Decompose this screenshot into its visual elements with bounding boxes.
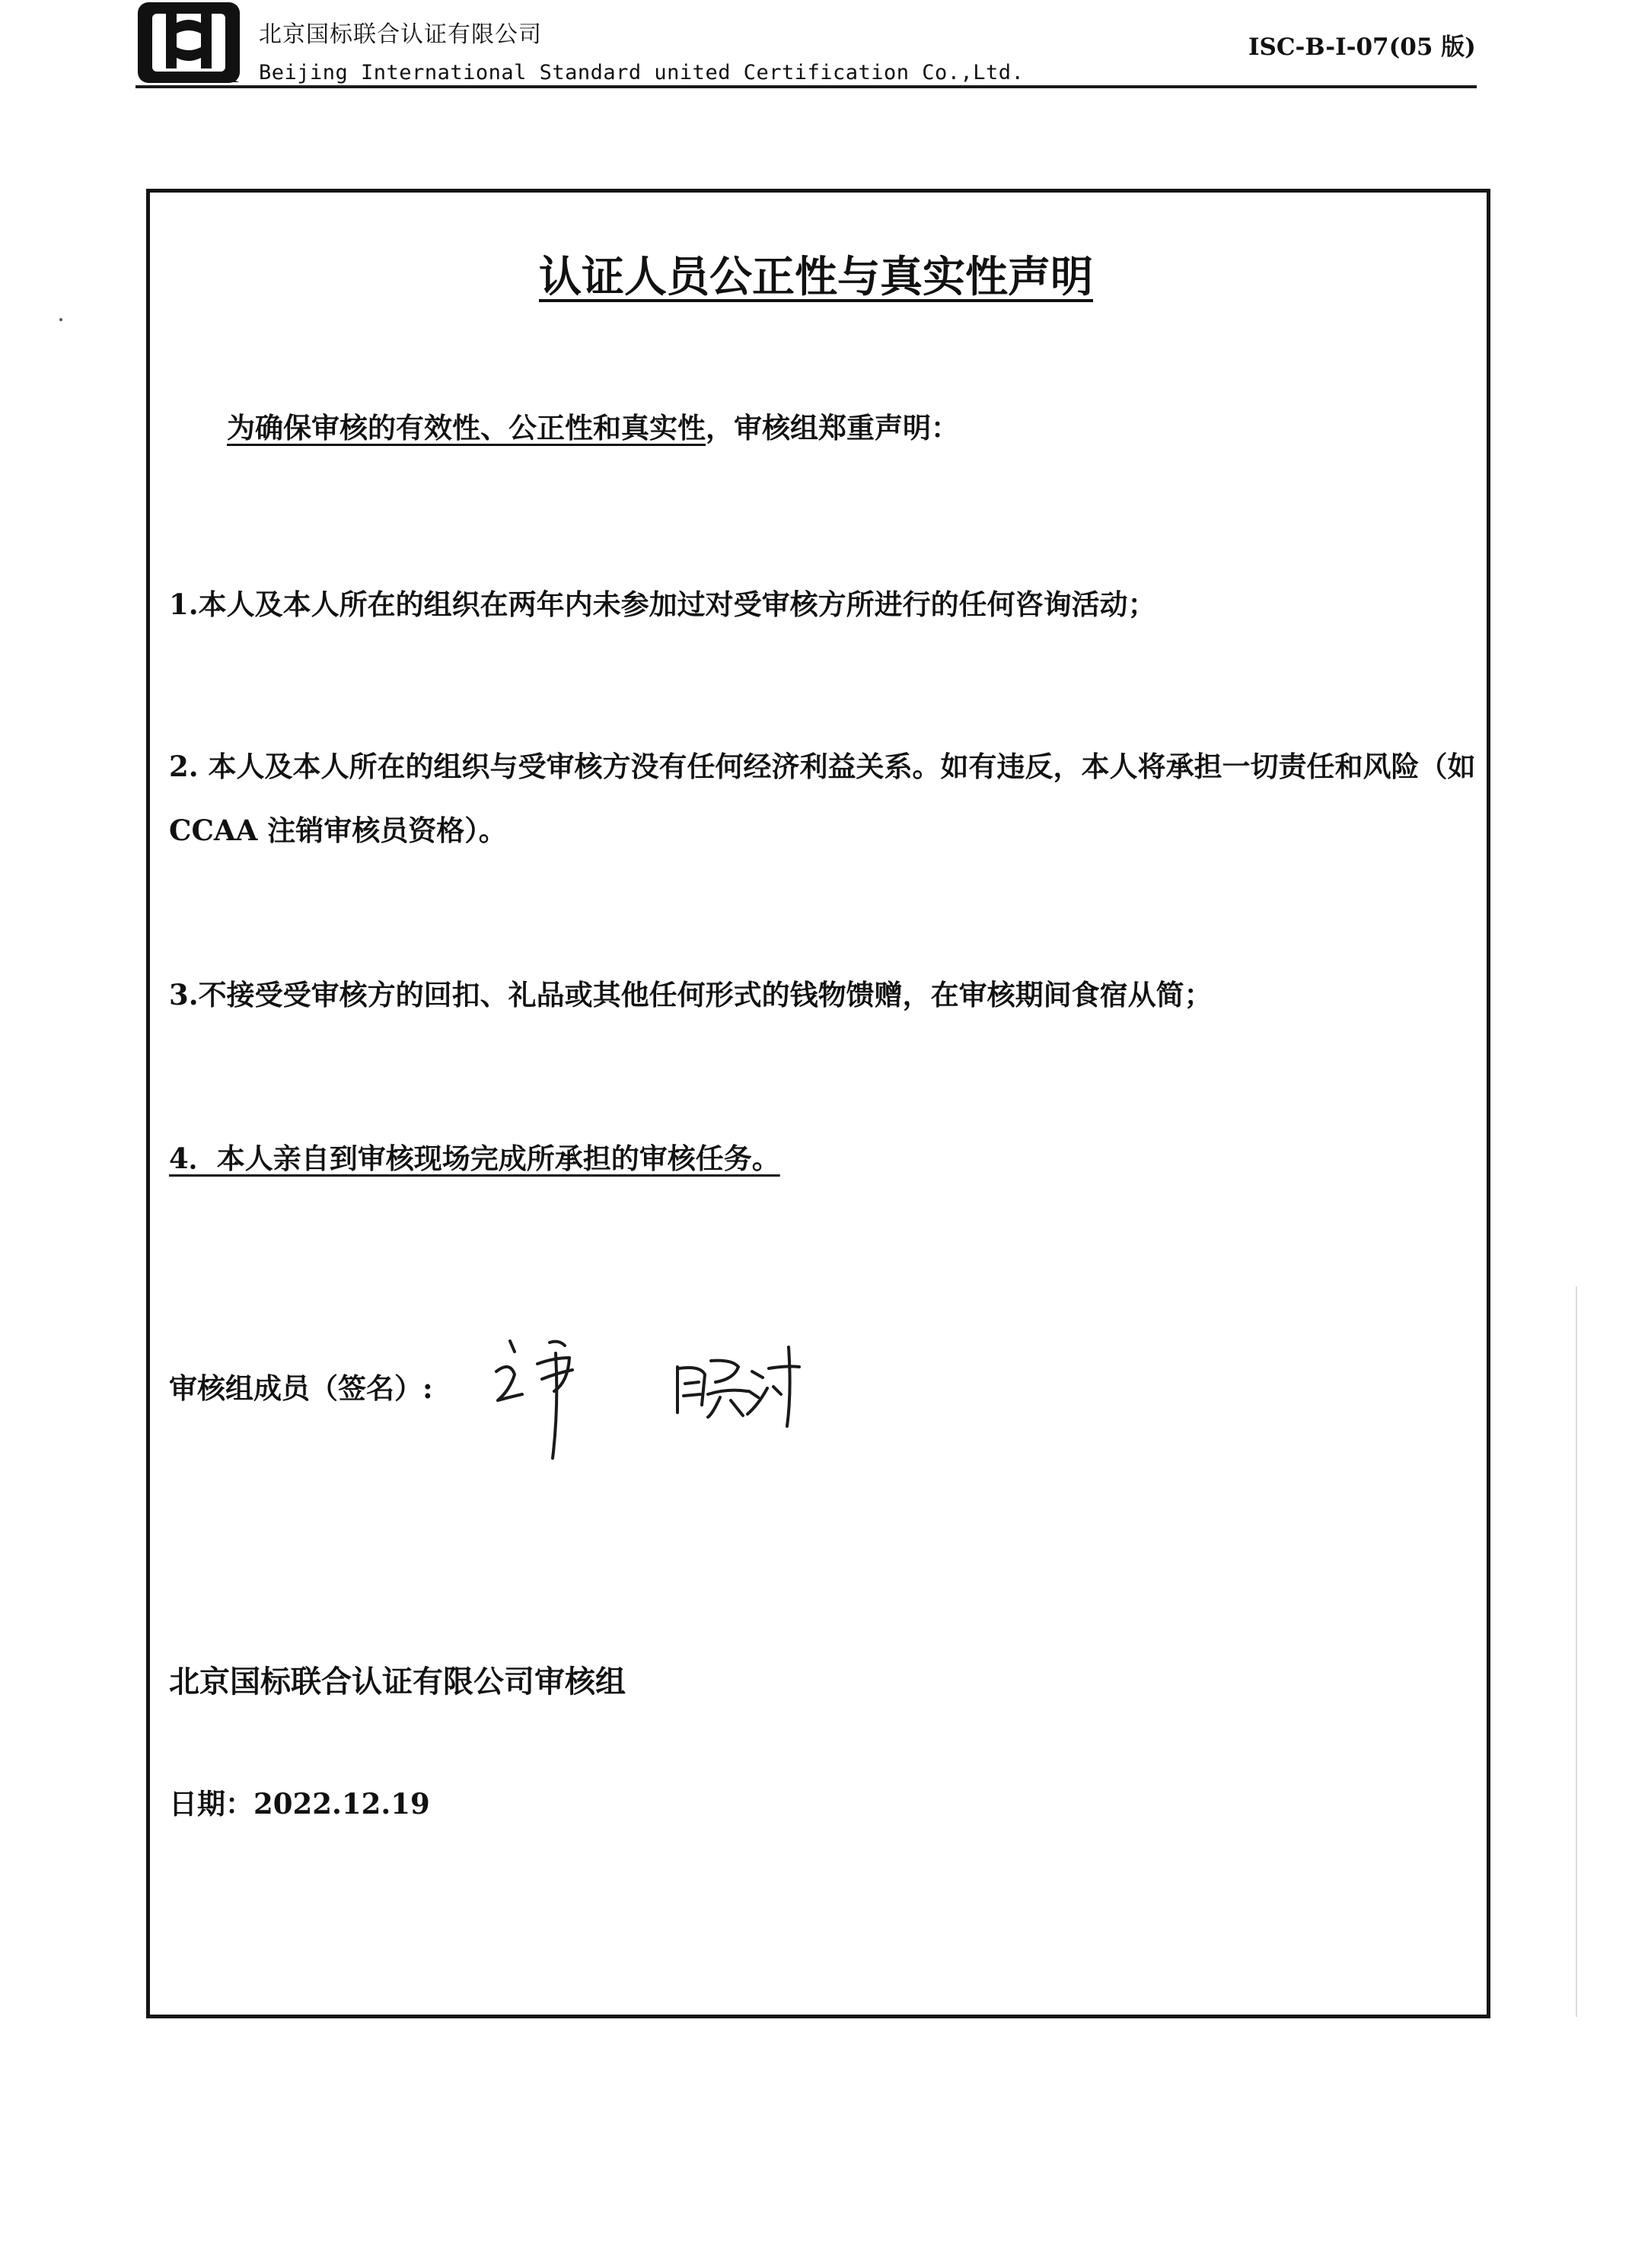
declaration-item-1: 1.本人及本人所在的组织在两年内未参加过对受审核方所进行的任何咨询活动； bbox=[169, 588, 1156, 621]
declaration-item-2: 2. 本人及本人所在的组织与受审核方没有任何经济利益关系。如有违反，本人将承担一切责任和风险（如 CCAA 注销审核员资格）。 bbox=[169, 750, 1476, 847]
audit-team-organization: 北京国标联合认证有限公司审核组 bbox=[169, 1664, 626, 1699]
declaration-frame bbox=[146, 189, 1490, 2018]
form-code: ISC-B-I-07(05 版) bbox=[1248, 33, 1476, 61]
document-title bbox=[0, 244, 1632, 304]
scan-speck bbox=[59, 318, 62, 321]
header-divider bbox=[135, 85, 1477, 88]
declaration-date: 日期：2022.12.19 bbox=[169, 1787, 430, 1820]
handwritten-signature bbox=[480, 1324, 830, 1476]
company-name-en: Beijing International Standard united Certification Co.,Ltd. bbox=[259, 61, 1025, 84]
declaration-item-4: 4．本人亲自到审核现场完成所承担的审核任务。 bbox=[169, 1142, 780, 1175]
scan-edge-line bbox=[1576, 1286, 1577, 2017]
company-logo-icon bbox=[135, 0, 242, 85]
signature-label: 审核组成员（签名）: bbox=[169, 1371, 433, 1405]
intro-rest-text: ，审核组郑重声明： bbox=[706, 411, 959, 444]
declaration-item-3: 3.不接受受审核方的回扣、礼品或其他任何形式的钱物馈赠，在审核期间食宿从简； bbox=[169, 978, 1213, 1011]
document-header bbox=[0, 0, 1632, 99]
intro-paragraph bbox=[227, 396, 959, 460]
intro-underlined-text: 为确保审核的有效性、公正性和真实性 bbox=[227, 411, 706, 444]
document-title-text: 认证人员公正性与真实性声明 bbox=[539, 253, 1093, 302]
company-name-cn: 北京国标联合认证有限公司 bbox=[259, 21, 542, 48]
